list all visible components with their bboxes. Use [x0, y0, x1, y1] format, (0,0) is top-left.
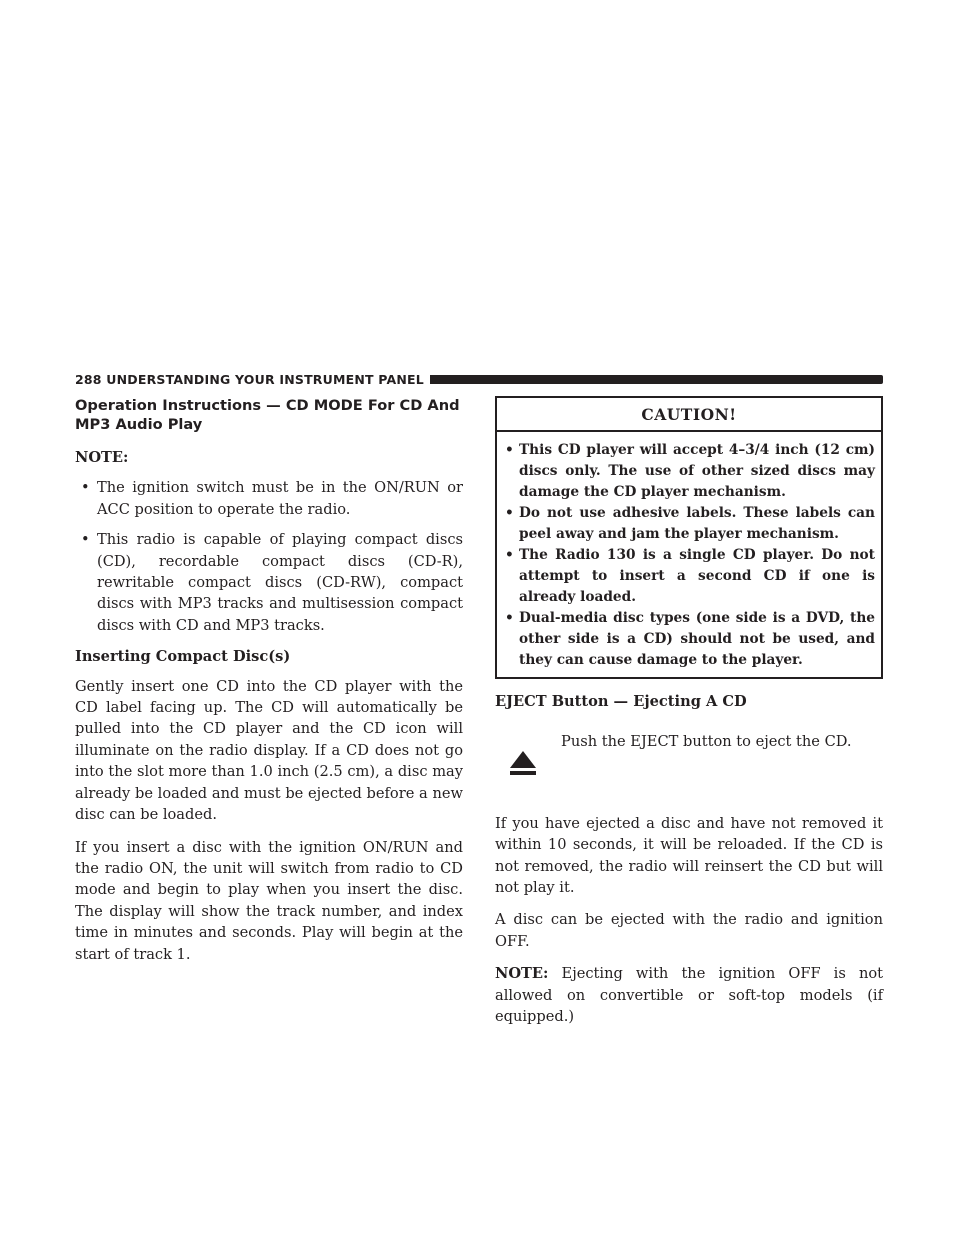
paragraph: A disc can be ejected with the radio and ignition OFF.	[495, 911, 883, 950]
caution-item: • The Radio 130 is a single CD player. Do not attempt to insert a second CD if one is already loaded.	[505, 545, 875, 608]
caution-title: CAUTION!	[497, 398, 881, 432]
caution-item: • This CD player will accept 4–3/4 inch (12 cm) discs only. The use of other sized discs may damage the CD player mechanism.	[505, 440, 875, 503]
paragraph: If you have ejected a disc and have not removed it within 10 seconds, it will be reloaded. If the CD is not removed, the radio will reinsert the CD but will not play it.	[495, 814, 883, 897]
note-label: NOTE:	[495, 965, 549, 983]
note-bullets	[75, 477, 463, 636]
left-column	[75, 396, 463, 976]
note-paragraph	[495, 963, 883, 1027]
caution-box	[495, 396, 883, 679]
paragraph: Gently insert one CD into the CD player with the CD label facing up. The CD will automatically be pulled into the CD player and the CD icon will illuminate on the radio display. If a CD does not go into the slot more than 1.0 inch (2.5 cm), a disc may already be loaded and must be ejected before a new disc can be loaded.	[75, 677, 463, 824]
subheading-eject: EJECT Button — Ejecting A CD	[495, 693, 747, 711]
section-title: Operation Instructions — CD MODE For CD And MP3 Audio Play	[75, 397, 460, 433]
page-number-label: 288 UNDERSTANDING YOUR INSTRUMENT PANEL	[75, 371, 424, 387]
eject-instruction	[495, 721, 883, 791]
note-label: NOTE:	[75, 449, 129, 466]
note-text: Ejecting with the ignition OFF is not allowed on convertible or soft-top models (if equipped.)	[495, 965, 883, 1026]
list-item: • This radio is capable of playing compact discs (CD), recordable compact discs (CD-R), rewritable compact discs (CD-RW), compact discs with MP3 tracks and multisession compact discs with CD and MP3 tracks.	[75, 529, 463, 636]
caution-list	[497, 432, 881, 677]
page-header	[75, 371, 883, 387]
right-column	[495, 396, 883, 1038]
eject-text: Push the EJECT button to eject the CD.	[561, 732, 852, 750]
list-item: • The ignition switch must be in the ON/RUN or ACC position to operate the radio.	[75, 477, 463, 520]
subheading-inserting: Inserting Compact Disc(s)	[75, 648, 291, 666]
caution-item: • Dual-media disc types (one side is a DVD, the other side is a CD) should not be used, and they can cause damage to the player.	[505, 608, 875, 671]
eject-icon	[509, 749, 537, 777]
header-rule	[430, 375, 883, 384]
caution-item: • Do not use adhesive labels. These labels can peel away and jam the player mechanism.	[505, 503, 875, 545]
paragraph: If you insert a disc with the ignition ON/RUN and the radio ON, the unit will switch from radio to CD mode and begin to play when you insert the disc. The display will show the track number, and index time in minutes and seconds. Play will begin at the start of track 1.	[75, 838, 463, 963]
